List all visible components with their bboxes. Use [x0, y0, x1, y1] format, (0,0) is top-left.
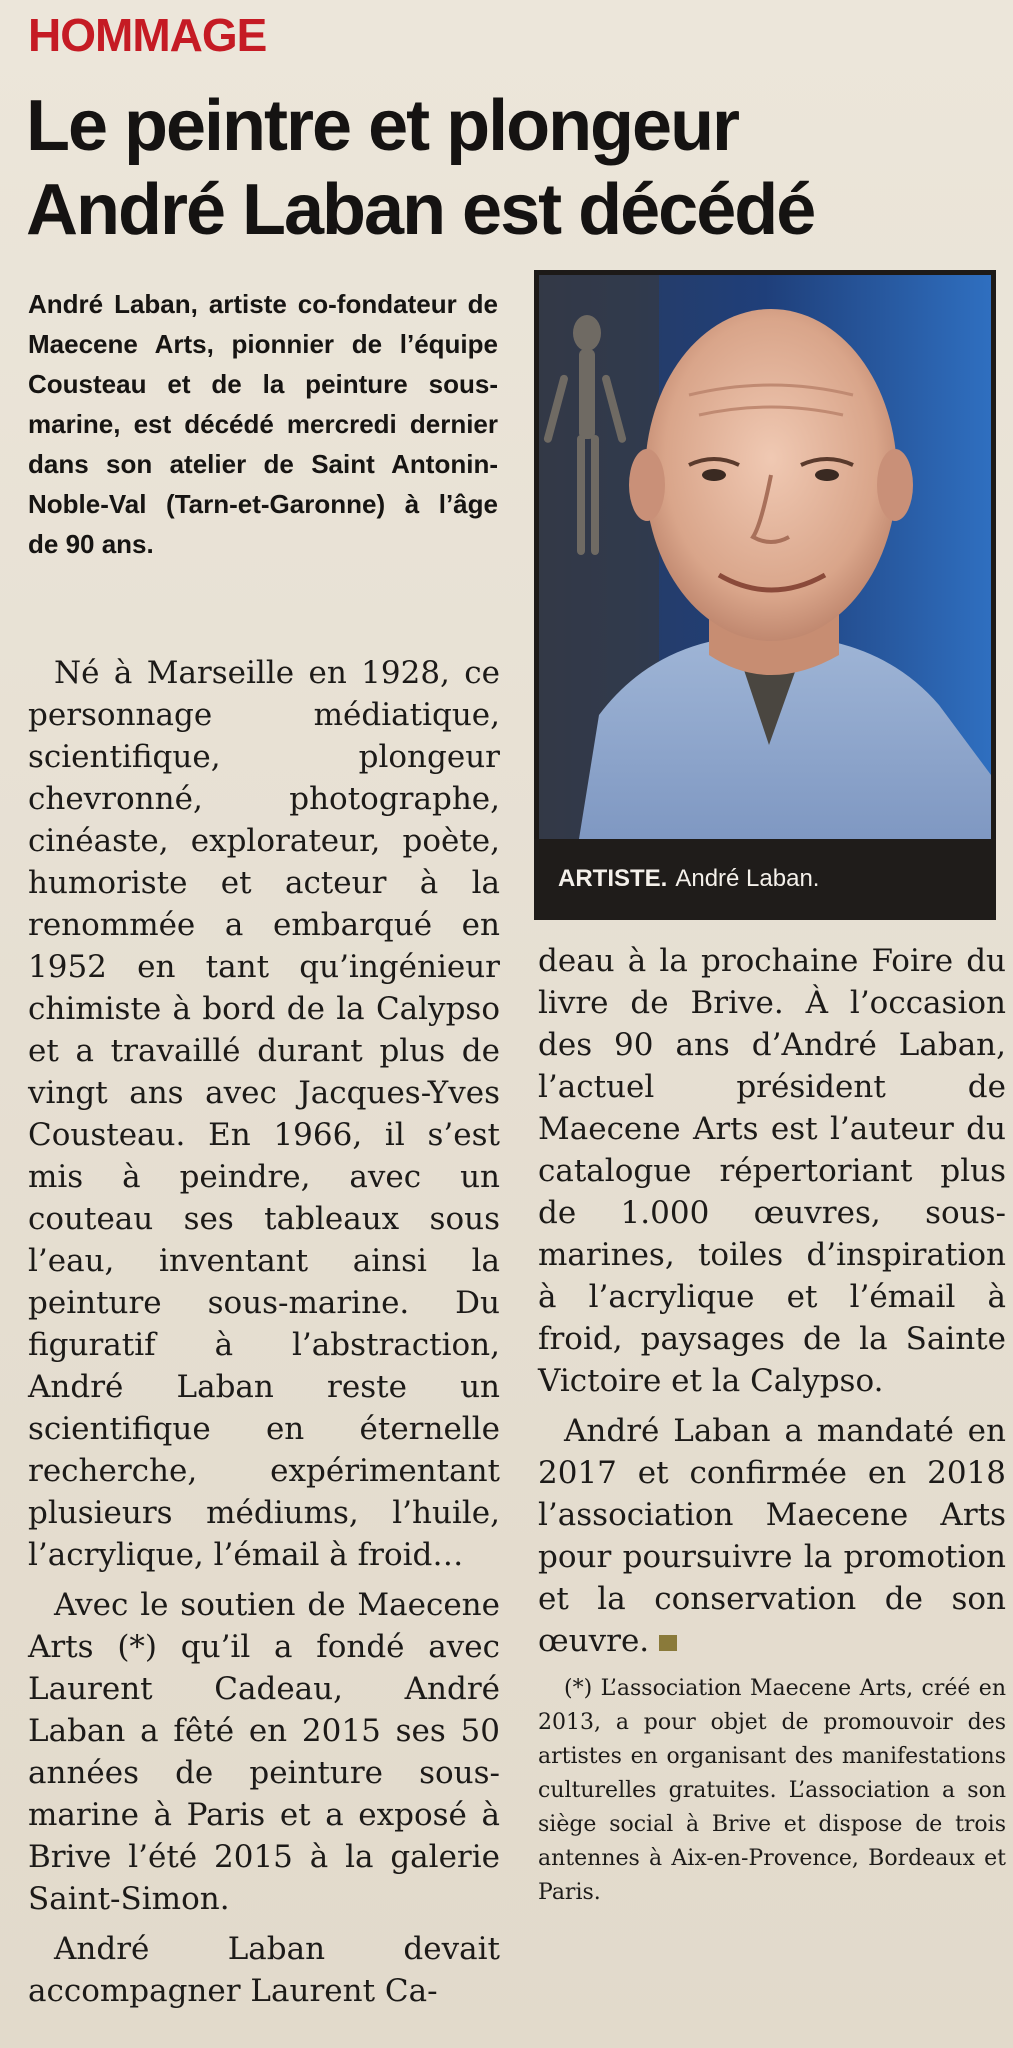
- body-column-2: [538, 940, 1006, 1910]
- section-kicker: HOMMAGE: [28, 9, 267, 61]
- headline: [26, 84, 986, 252]
- body-paragraph: Avec le soutien de Maecene Arts (*) qu’il a fondé avec Laurent Cadeau, André Laban a fêté en 2015 ses 50 années de peinture sous-marine à Paris et a exposé à Brive l’été 2015 à la galerie Saint-Simon.: [28, 1587, 500, 1917]
- caption-text: André Laban.: [675, 865, 820, 892]
- portrait-photo: [534, 270, 996, 920]
- body-paragraph-continuation: deau à la prochaine Foire du livre de Brive. À l’occasion des 90 ans d’André Laban, l’actuel président de Maecene Arts est l’auteur du catalogue répertoriant plus de 1.000 œuvres, sous-marines, toiles d’inspiration à l’acrylique et l’émail à froid, paysages de la Sainte Victoire et la Calypso.: [538, 943, 1006, 1399]
- end-mark-icon: [659, 1635, 677, 1651]
- portrait-illustration: [539, 275, 991, 839]
- body-column-1: [28, 652, 500, 2020]
- photo-caption: [534, 839, 996, 920]
- body-paragraph-final: [538, 1410, 1006, 1662]
- body-paragraph: Né à Marseille en 1928, ce personnage médiatique, scientifique, plongeur chevronné, photographe, cinéaste, explorateur, poète, humoriste et acteur à la renommée a embarqué en 1952 en tant qu’ingénieur chimiste à bord de la Calypso et a travaillé durant plus de vingt ans avec Jacques-Yves Cousteau. En 1966, il s’est mis à peindre, avec un couteau ses tableaux sous l’eau, inventant ainsi la peinture sous-marine. Du figuratif à l’abstraction, André Laban reste un scientifique en éternelle recherche, expérimentant plusieurs médiums, l’huile, l’acrylique, l’émail à froid…: [28, 655, 500, 1573]
- headline-line-1: Le peintre et plongeur: [26, 86, 739, 166]
- portrait-image: [539, 275, 991, 839]
- body-paragraph: André Laban devait accompagner Laurent Ca-: [28, 1931, 500, 2009]
- final-paragraph-text: André Laban a mandaté en 2017 et confirmée en 2018 l’association Maecene Arts pour poursuivre la promotion et la conservation de son œuvre.: [538, 1413, 1006, 1659]
- footnote: (*) L’association Maecene Arts, créé en 2013, a pour objet de promouvoir des artistes en organisant des manifestations culturelles gratuites. L’association a son siège social à Brive et dispose de trois antennes à Aix-en-Provence, Bordeaux et Paris.: [538, 1676, 1006, 1905]
- lede-paragraph: André Laban, artiste co-fondateur de Maecene Arts, pionnier de l’équipe Cousteau et de la peinture sous-marine, est décédé mercredi dernier dans son atelier de Saint Antonin-Noble-Val (Tarn-et-Garonne) à l’âge de 90 ans.: [28, 289, 498, 559]
- caption-label: ARTISTE.: [558, 865, 668, 892]
- headline-line-2: André Laban est décédé: [26, 170, 815, 250]
